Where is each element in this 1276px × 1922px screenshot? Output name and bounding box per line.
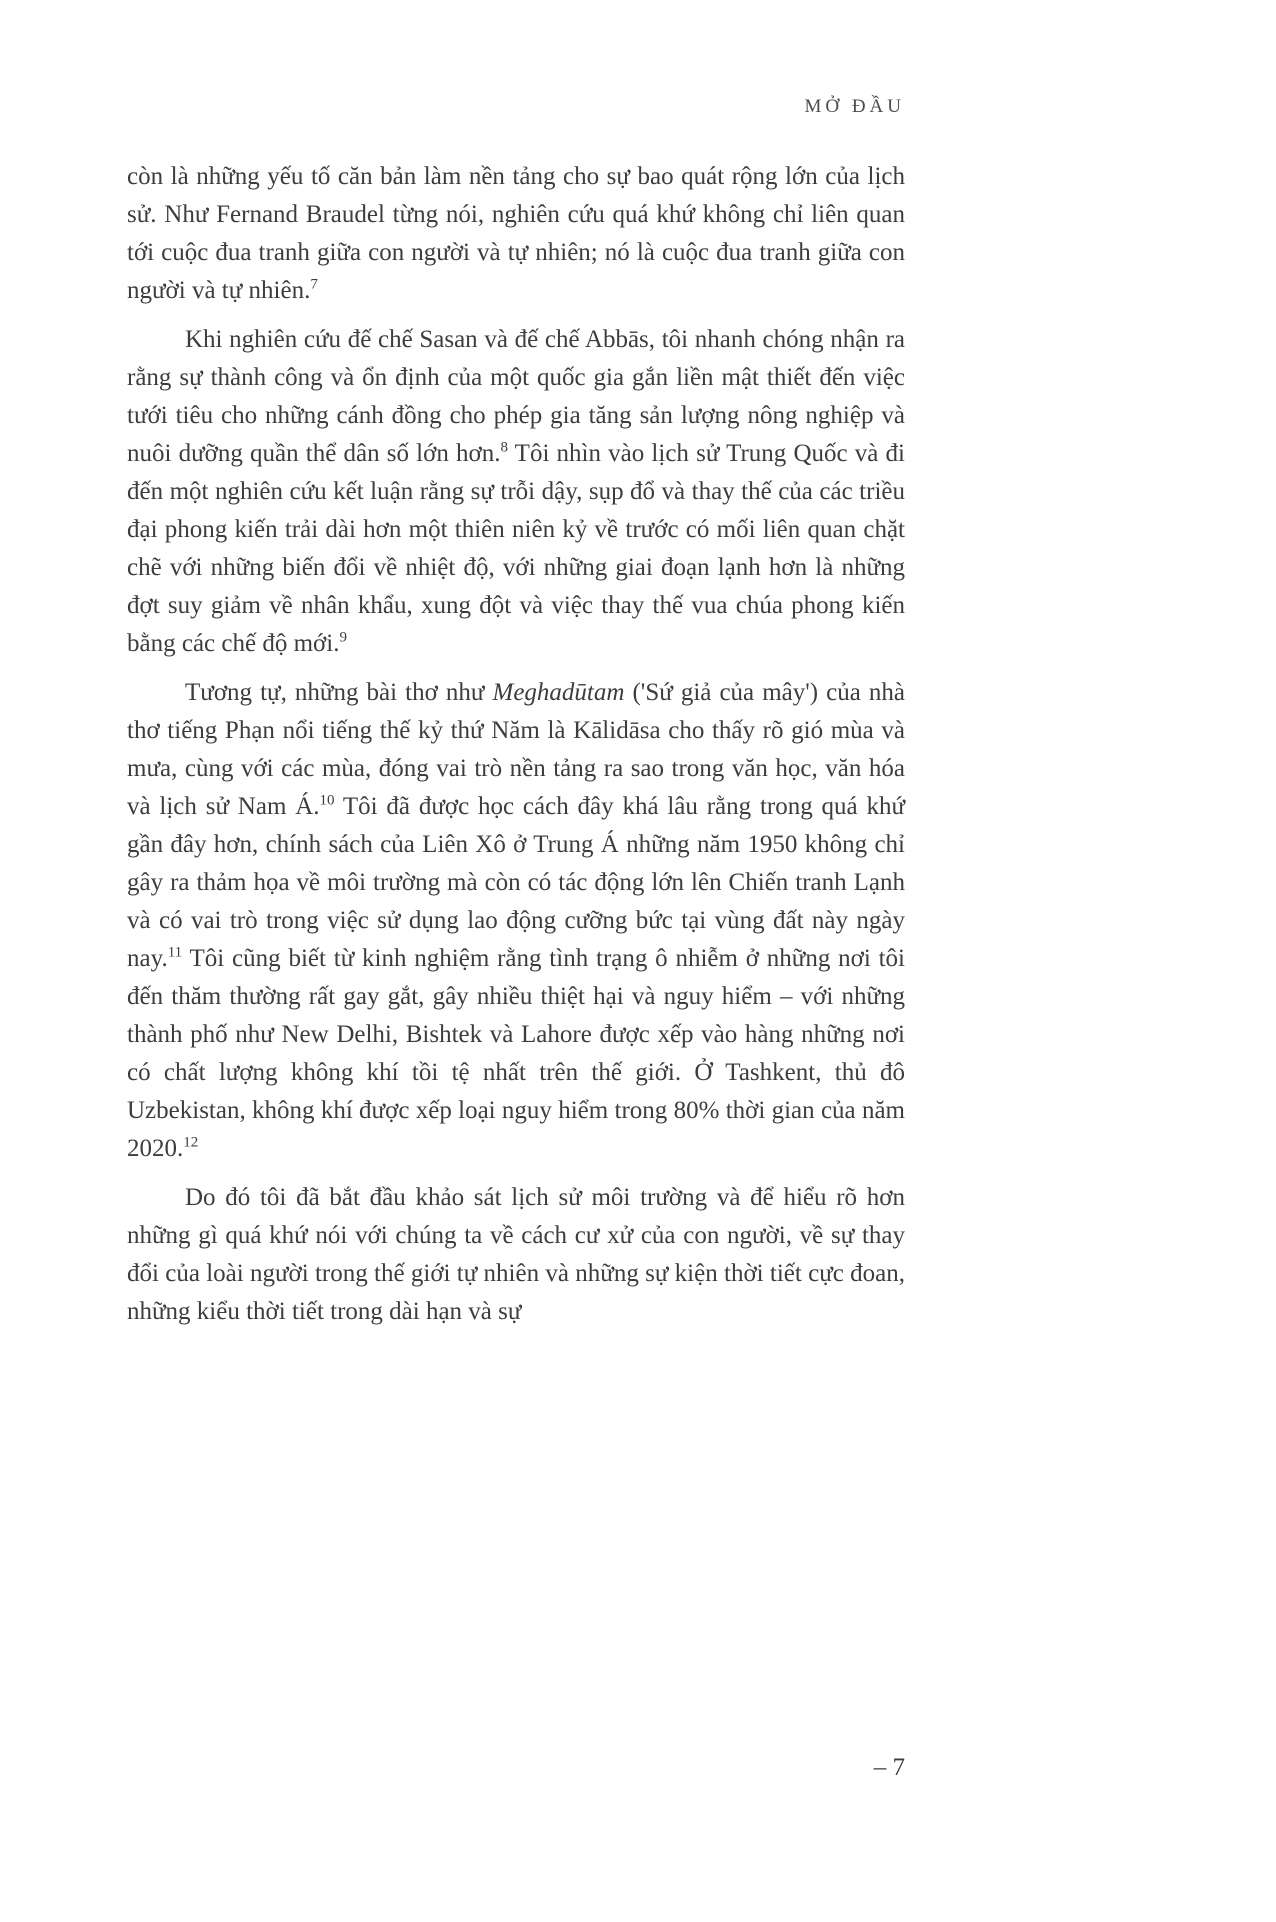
text-run: Do đó tôi đã bắt đầu khảo sát lịch sử môi trường và để hiểu rõ hơn những gì quá khứ nói với chúng ta về cách cư xử của con người, về sự thay đổi của loài người trong thế giới tự nhiên và những sự kiện thời tiết cực đoan, những kiểu thời tiết trong dài hạn và sự xyxy=(127,1184,905,1325)
paragraph xyxy=(127,674,905,1168)
text-run: ('Sứ giả của mây') của nhà thơ tiếng Phạn nổi tiếng thế kỷ thứ Năm là Kālidāsa cho thấy rõ gió mùa và mưa, cùng với các mùa, đóng vai trò nền tảng ra sao trong văn học, văn hóa và lịch sử Nam Á. xyxy=(127,679,905,820)
paragraph xyxy=(127,158,905,310)
text-run: Tương tự, những bài thơ như xyxy=(185,679,493,706)
text-run: Tôi cũng biết từ kinh nghiệm rằng tình trạng ô nhiễm ở những nơi tôi đến thăm thường rất gay gắt, gây nhiều thiệt hại và nguy hiểm – với những thành phố như New Delhi, Bishtek và Lahore được xếp vào hàng những nơi có chất lượng không khí tồi tệ nhất trên thế giới. Ở Tashkent, thủ đô Uzbekistan, không khí được xếp loại nguy hiểm trong 80% thời gian của năm 2020. xyxy=(127,945,905,1162)
running-header: MỞ ĐẦU xyxy=(804,96,905,117)
footnote-reference: 10 xyxy=(319,792,335,809)
paragraph xyxy=(127,1179,905,1331)
footnote-reference: 8 xyxy=(500,439,508,456)
page-number: – 7 xyxy=(873,1754,905,1781)
footnote-reference: 7 xyxy=(310,276,318,293)
footnote-reference: 11 xyxy=(167,944,183,961)
text-run: còn là những yếu tố căn bản làm nền tảng cho sự bao quát rộng lớn của lịch sử. Như Fernand Braudel từng nói, nghiên cứu quá khứ không chỉ liên quan tới cuộc đua tranh giữa con người và tự nhiên; nó là cuộc đua tranh giữa con người và tự nhiên. xyxy=(127,163,905,304)
footnote-reference: 12 xyxy=(183,1134,199,1151)
italic-text-run: Meghadūtam xyxy=(492,679,625,706)
text-run: Tôi nhìn vào lịch sử Trung Quốc và đi đến một nghiên cứu kết luận rằng sự trỗi dậy, sụp đổ và thay thế của các triều đại phong kiến trải dài hơn một thiên niên kỷ về trước có mối liên quan chặt chẽ với những biến đổi về nhiệt độ, với những giai đoạn lạnh hơn là những đợt suy giảm về nhân khẩu, xung đột và việc thay thế vua chúa phong kiến bằng các chế độ mới. xyxy=(127,440,905,657)
text-run: Khi nghiên cứu đế chế Sasan và đế chế Abbās, tôi nhanh chóng nhận ra rằng sự thành công và ổn định của một quốc gia gắn liền mật thiết đến việc tưới tiêu cho những cánh đồng cho phép gia tăng sản lượng nông nghiệp và nuôi dưỡng quần thể dân số lớn hơn. xyxy=(127,326,905,467)
footnote-reference: 9 xyxy=(339,629,347,646)
text-run: Tôi đã được học cách đây khá lâu rằng trong quá khứ gần đây hơn, chính sách của Liên Xô ở Trung Á những năm 1950 không chỉ gây ra thảm họa về môi trường mà còn có tác động lớn lên Chiến tranh Lạnh và có vai trò trong việc sử dụng lao động cưỡng bức tại vùng đất này ngày nay. xyxy=(127,793,906,972)
page-body xyxy=(127,158,905,1331)
paragraph xyxy=(127,321,905,663)
